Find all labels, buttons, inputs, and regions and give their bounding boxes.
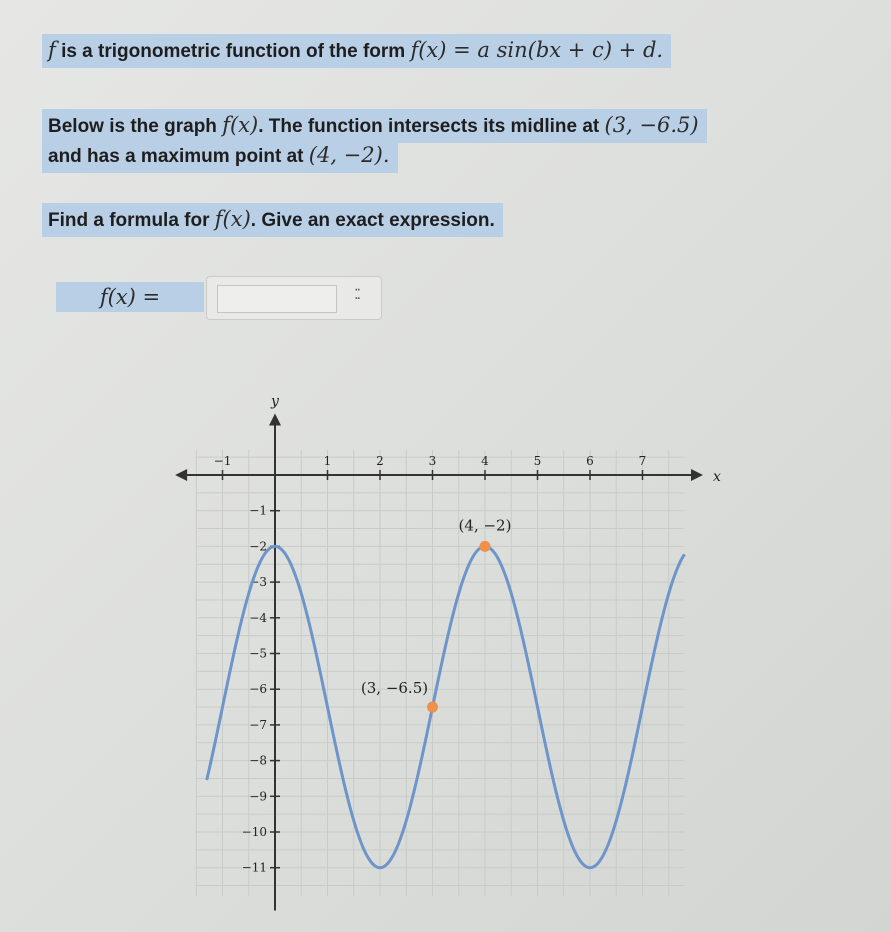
x-tick-label: 4 [481,454,489,468]
x-tick-label: 6 [586,454,594,468]
y-tick-label: −9 [249,789,267,804]
marked-point [480,541,491,552]
x-tick-label: 1 [323,454,332,468]
problem-line-2 [42,109,707,143]
x-axis-arrow [691,469,703,481]
y-tick-label: −5 [249,646,267,661]
problem-line-2-text: Below is the graph [48,116,217,137]
problem-line-2-fx: f(x) [222,113,259,137]
y-tick-label: −8 [249,753,267,768]
x-tick-label: −1 [213,454,232,468]
y-axis-label: y [271,393,279,410]
x-tick-label: 3 [428,454,437,468]
problem-line-3 [42,139,398,173]
marked-point [427,702,438,713]
y-tick-label: −3 [249,575,267,590]
x-tick-label: 2 [376,454,384,468]
function-graph [160,385,720,930]
answer-label: f(x) = [56,282,204,312]
y-tick-label: −7 [249,717,267,732]
y-tick-label: −4 [249,610,267,625]
y-tick-label: −10 [241,825,267,839]
y-axis-arrow [269,413,281,425]
y-tick-label: −2 [249,539,267,554]
x-tick-label: 7 [638,454,647,468]
x-axis-label: x [713,469,721,485]
point-label: (4, −2) [458,516,512,535]
problem-line-2-text2: . The function intersects its midline at [258,116,600,137]
function-form: f(x) = a sin(bx + c) + d. [410,38,664,62]
y-tick-label: −6 [249,682,267,697]
y-tick-label: −1 [249,503,267,518]
x-tick-label: 5 [533,454,542,468]
problem-line-4-fx: f(x) [214,207,251,231]
point-label: (3, −6.5) [360,679,429,698]
x-axis-arrow-left [175,469,187,481]
midline-point: (3, −6.5) [604,113,699,137]
y-tick-label: −11 [241,860,267,875]
problem-line-1-text: is a trigonometric function of the form [61,41,406,62]
problem-line-4-text2: . Give an exact expression. [250,210,495,231]
problem-line-3-text: and has a maximum point at [48,146,304,167]
tick-labels [214,393,721,874]
answer-input[interactable] [217,285,337,313]
problem-line-4 [42,203,503,237]
problem-line-4-text: Find a formula for [48,210,210,231]
keypad-grip-icon[interactable]: ⁚⁚ [354,286,359,302]
function-name: f [48,38,56,62]
answer-box[interactable] [206,276,382,320]
maximum-point: (4, −2). [308,143,390,167]
problem-line-1 [42,34,671,68]
